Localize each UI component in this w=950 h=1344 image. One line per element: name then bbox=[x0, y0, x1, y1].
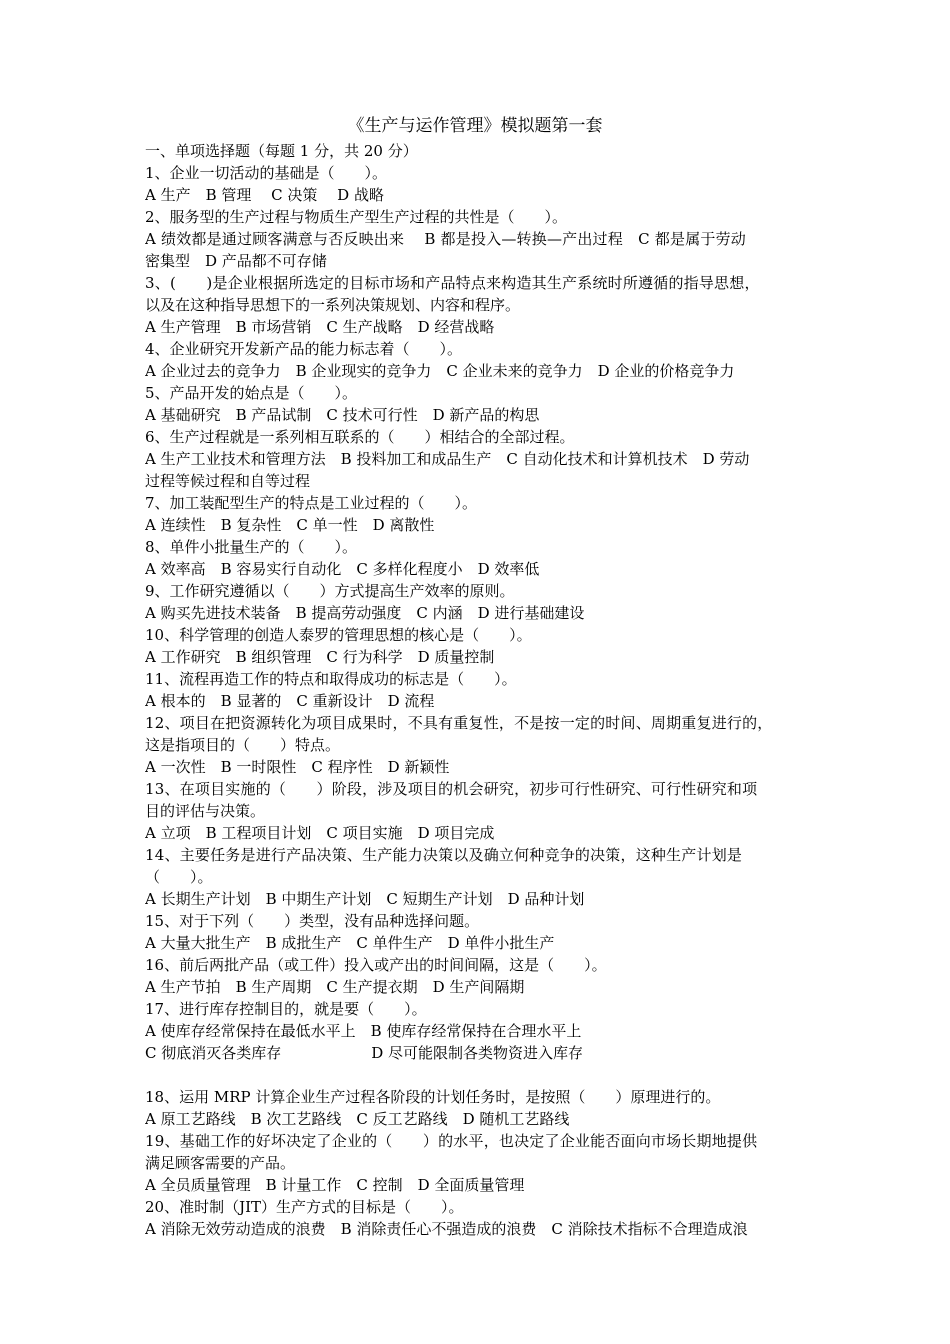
question-line: 12、项目在把资源转化为项目成果时，不具有重复性，不是按一定的时间、周期重复进行的， bbox=[145, 714, 773, 732]
question-line: 19、基础工作的好坏决定了企业的（ ）的水平，也决定了企业能否面向市场长期地提供 bbox=[145, 1132, 758, 1150]
option-line: A 工作研究 B 组织管理 C 行为科学 D 质量控制 bbox=[145, 648, 495, 666]
option-line: 过程等候过程和自等过程 bbox=[145, 472, 311, 490]
option-line: 密集型 D 产品都不可存储 bbox=[145, 252, 327, 270]
question-line: 3、( )是企业根据所选定的目标市场和产品特点来构造其生产系统时所遵循的指导思想， bbox=[145, 274, 760, 292]
option-line: A 使库存经常保持在最低水平上 B 使库存经常保持在合理水平上 bbox=[145, 1022, 582, 1040]
question-line: （ ）。 bbox=[145, 868, 213, 886]
option-line: A 一次性 B 一时限性 C 程序性 D 新颖性 bbox=[145, 758, 450, 776]
question-line: 满足顾客需要的产品。 bbox=[145, 1154, 296, 1172]
option-line: A 基础研究 B 产品试制 C 技术可行性 D 新产品的构思 bbox=[145, 406, 540, 424]
question-line: 6、生产过程就是一系列相互联系的（ ）相结合的全部过程。 bbox=[145, 428, 575, 446]
option-line: A 效率高 B 容易实行自动化 C 多样化程度小 D 效率低 bbox=[145, 560, 540, 578]
question-line: 11、流程再造工作的特点和取得成功的标志是（ ）。 bbox=[145, 670, 517, 688]
option-line: A 全员质量管理 B 计量工作 C 控制 D 全面质量管理 bbox=[145, 1176, 525, 1194]
option-line: A 消除无效劳动造成的浪费 B 消除责任心不强造成的浪费 C 消除技术指标不合理造成浪 bbox=[145, 1220, 748, 1238]
option-line: A 生产管理 B 市场营销 C 生产战略 D 经营战略 bbox=[145, 318, 495, 336]
question-line: 7、加工装配型生产的特点是工业过程的（ ）。 bbox=[145, 494, 478, 512]
question-line: 17、进行库存控制目的，就是要（ ）。 bbox=[145, 1000, 427, 1018]
option-line: A 绩效都是通过顾客满意与否反映出来 B 都是投入—转换—产出过程 C 都是属于劳动 bbox=[145, 230, 747, 248]
question-line: 20、准时制（JIT）生产方式的目标是（ ）。 bbox=[145, 1198, 464, 1216]
question-line: 5、产品开发的始点是（ ）。 bbox=[145, 384, 358, 402]
question-line: 2、服务型的生产过程与物质生产型生产过程的共性是（ ）。 bbox=[145, 208, 568, 226]
question-line: 4、企业研究开发新产品的能力标志着（ ）。 bbox=[145, 340, 463, 358]
question-line: 15、对于下列（ ）类型，没有品种选择问题。 bbox=[145, 912, 480, 930]
question-line: 9、工作研究遵循以（ ）方式提高生产效率的原则。 bbox=[145, 582, 515, 600]
question-line: 18、运用 MRP 计算企业生产过程各阶段的计划任务时，是按照（ ）原理进行的。 bbox=[145, 1088, 721, 1106]
option-line: A 企业过去的竞争力 B 企业现实的竞争力 C 企业未来的竞争力 D 企业的价格竞争力 bbox=[145, 362, 735, 380]
section-heading: 一、单项选择题（每题 1 分，共 20 分） bbox=[145, 142, 418, 160]
option-line: A 原工艺路线 B 次工艺路线 C 反工艺路线 D 随机工艺路线 bbox=[145, 1110, 570, 1128]
option-line: A 购买先进技术装备 B 提高劳动强度 C 内涵 D 进行基础建设 bbox=[145, 604, 585, 622]
question-line: 10、科学管理的创造人泰罗的管理思想的核心是（ ）。 bbox=[145, 626, 532, 644]
option-line: A 生产工业技术和管理方法 B 投料加工和成品生产 C 自动化技术和计算机技术 D 劳动 bbox=[145, 450, 750, 468]
question-line: 这是指项目的（ ）特点。 bbox=[145, 736, 341, 754]
question-line: 1、企业一切活动的基础是（ ）。 bbox=[145, 164, 388, 182]
option-line: A 立项 B 工程项目计划 C 项目实施 D 项目完成 bbox=[145, 824, 495, 842]
document-title: 《生产与运作管理》模拟题第一套 bbox=[347, 116, 603, 136]
question-line: 以及在这种指导思想下的一系列决策规划、内容和程序。 bbox=[145, 296, 521, 314]
option-line: A 生产 B 管理 C 决策 D 战略 bbox=[145, 186, 384, 204]
option-line: A 生产节拍 B 生产周期 C 生产提衣期 D 生产间隔期 bbox=[145, 978, 525, 996]
question-line: 8、单件小批量生产的（ ）。 bbox=[145, 538, 358, 556]
question-line: 13、在项目实施的（ ）阶段，涉及项目的机会研究，初步可行性研究、可行性研究和项 bbox=[145, 780, 758, 798]
option-line: A 根本的 B 显著的 C 重新设计 D 流程 bbox=[145, 692, 435, 710]
question-line: 14、主要任务是进行产品决策、生产能力决策以及确立何种竞争的决策，这种生产计划是 bbox=[145, 846, 743, 864]
option-line: A 连续性 B 复杂性 C 单一性 D 离散性 bbox=[145, 516, 435, 534]
question-line: 目的评估与决策。 bbox=[145, 802, 266, 820]
option-line: A 长期生产计划 B 中期生产计划 C 短期生产计划 D 品种计划 bbox=[145, 890, 585, 908]
option-line: C 彻底消灭各类库存 D 尽可能限制各类物资进入库存 bbox=[145, 1044, 584, 1062]
option-line: A 大量大批生产 B 成批生产 C 单件生产 D 单件小批生产 bbox=[145, 934, 555, 952]
question-line: 16、前后两批产品（或工件）投入或产出的时间间隔，这是（ ）。 bbox=[145, 956, 607, 974]
